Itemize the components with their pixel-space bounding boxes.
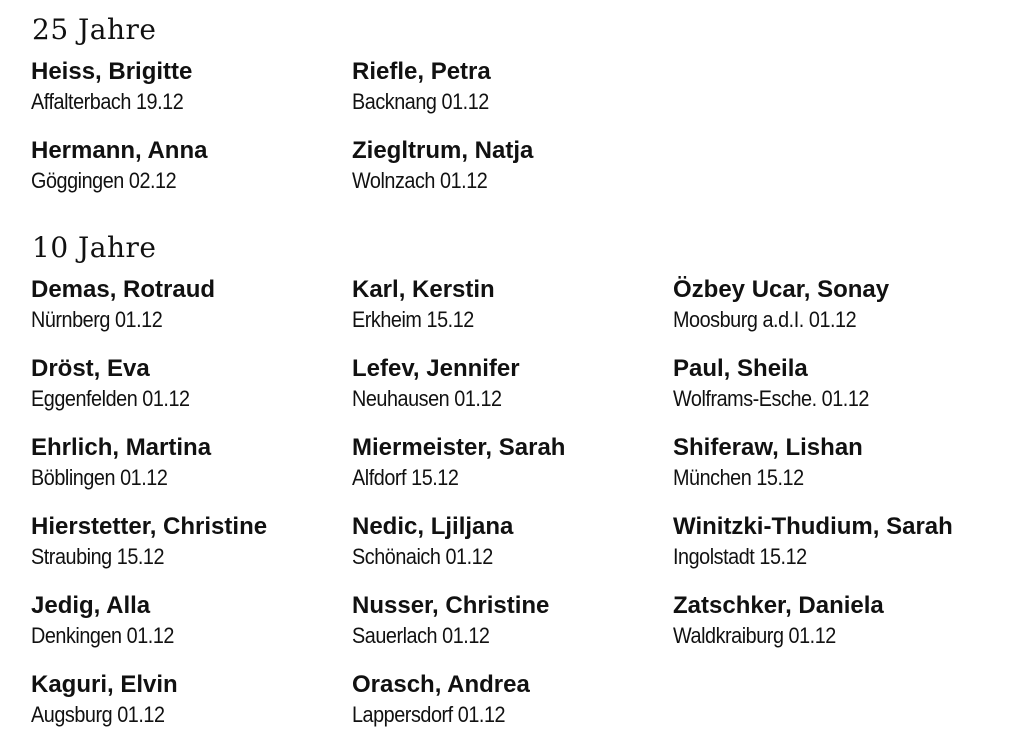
- place-date: Göggingen 02.12: [31, 168, 177, 193]
- list-item: [352, 670, 662, 730]
- section-title-25-jahre: 25 Jahre: [32, 13, 157, 46]
- list-item: [352, 512, 662, 572]
- list-item: [673, 275, 983, 335]
- place-date: Nürnberg 01.12: [31, 307, 163, 332]
- list-item: [31, 591, 341, 651]
- person-name: Miermeister, Sarah: [352, 434, 566, 461]
- person-name: Kaguri, Elvin: [31, 671, 178, 698]
- person-name: Dröst, Eva: [31, 355, 150, 382]
- place-date: Moosburg a.d.I. 01.12: [673, 307, 857, 332]
- person-name: Hierstetter, Christine: [31, 513, 268, 540]
- place-date: Affalterbach 19.12: [31, 89, 184, 114]
- person-name: Paul, Sheila: [673, 355, 808, 382]
- place-date: Sauerlach 01.12: [352, 623, 490, 648]
- list-item: [673, 512, 983, 572]
- list-item: [31, 57, 341, 117]
- person-name: Demas, Rotraud: [31, 276, 216, 303]
- place-date: Schönaich 01.12: [352, 544, 493, 569]
- person-name: Hermann, Anna: [31, 137, 208, 164]
- place-date: Ingolstadt 15.12: [673, 544, 807, 569]
- list-item: [352, 433, 662, 493]
- list-item: [31, 354, 341, 414]
- list-item: [352, 57, 662, 117]
- list-item: [31, 670, 341, 730]
- person-name: Riefle, Petra: [352, 58, 491, 85]
- place-date: Augsburg 01.12: [31, 702, 165, 727]
- person-name: Winitzki-Thudium, Sarah: [673, 513, 953, 540]
- list-item: [673, 433, 983, 493]
- list-item: [352, 354, 662, 414]
- list-item: [31, 136, 341, 196]
- place-date: Erkheim 15.12: [352, 307, 474, 332]
- person-name: Shiferaw, Lishan: [673, 434, 863, 461]
- person-name: Zatschker, Daniela: [673, 592, 884, 619]
- place-date: München 15.12: [673, 465, 804, 490]
- person-name: Nedic, Ljiljana: [352, 513, 514, 540]
- list-item: [673, 354, 983, 414]
- list-item: [31, 275, 341, 335]
- place-date: Eggenfelden 01.12: [31, 386, 190, 411]
- list-item: [352, 136, 662, 196]
- place-date: Straubing 15.12: [31, 544, 165, 569]
- place-date: Waldkraiburg 01.12: [673, 623, 836, 648]
- section-title-10-jahre: 10 Jahre: [32, 231, 157, 264]
- list-item: [673, 591, 983, 651]
- list-item: [352, 275, 662, 335]
- place-date: Böblingen 01.12: [31, 465, 168, 490]
- person-name: Ziegltrum, Natja: [352, 137, 534, 164]
- list-item: [352, 591, 662, 651]
- list-item: [31, 512, 341, 572]
- place-date: Backnang 01.12: [352, 89, 489, 114]
- person-name: Ehrlich, Martina: [31, 434, 212, 461]
- person-name: Karl, Kerstin: [352, 276, 495, 303]
- place-date: Denkingen 01.12: [31, 623, 174, 648]
- person-name: Özbey Ucar, Sonay: [673, 276, 890, 303]
- person-name: Nusser, Christine: [352, 592, 550, 619]
- place-date: Alfdorf 15.12: [352, 465, 459, 490]
- person-name: Lefev, Jennifer: [352, 355, 520, 382]
- person-name: Heiss, Brigitte: [31, 58, 193, 85]
- place-date: Lappersdorf 01.12: [352, 702, 506, 727]
- place-date: Neuhausen 01.12: [352, 386, 502, 411]
- place-date: Wolframs-Esche. 01.12: [673, 386, 869, 411]
- place-date: Wolnzach 01.12: [352, 168, 488, 193]
- list-item: [31, 433, 341, 493]
- person-name: Orasch, Andrea: [352, 671, 530, 698]
- person-name: Jedig, Alla: [31, 592, 151, 619]
